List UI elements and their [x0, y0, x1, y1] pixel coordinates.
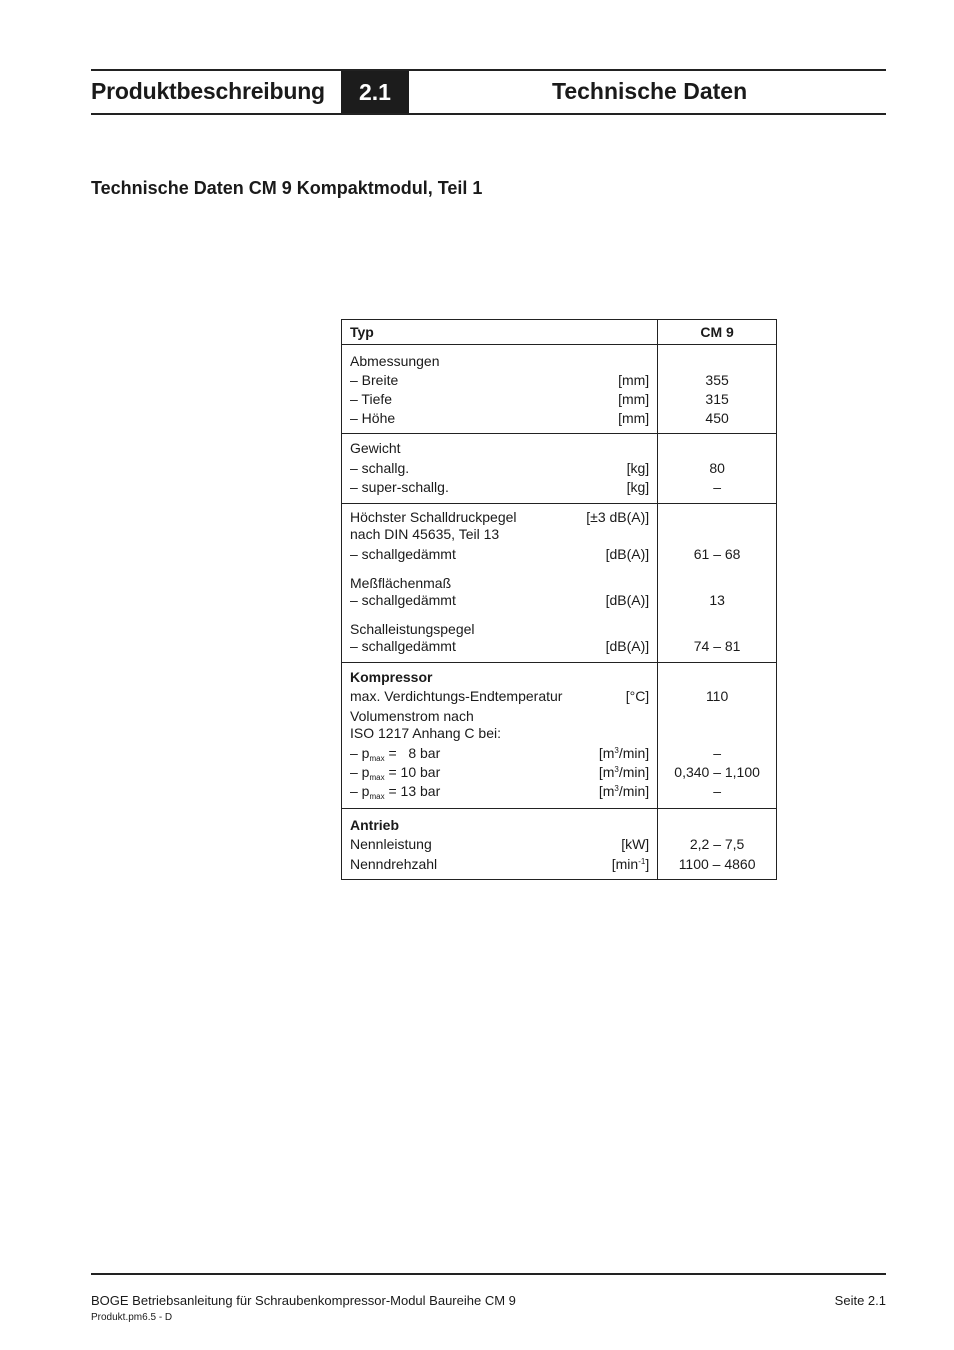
table-row-antrieb [342, 809, 777, 880]
row-value: 355 [705, 372, 729, 388]
row-unit: [dB(A)] [605, 592, 650, 608]
row-value: 450 [705, 410, 729, 426]
row-heading: Gewicht [350, 440, 401, 456]
row-unit: $[m^3/\min]$ [598, 764, 650, 780]
col-model-label: CM 9 [700, 324, 734, 340]
footer-document-title: BOGE Betriebsanleitung für Schraubenkompressor-Modul Baureihe CM 9 [91, 1293, 516, 1308]
row-label: – $p_{max} = 13$ bar [350, 783, 441, 801]
footer-file-name: Produkt.pm6.5 - D [91, 1312, 173, 1323]
row-label: Nennleistung [350, 836, 432, 852]
row-unit: [±3 dB(A)] [586, 509, 650, 525]
row-value: 13 [709, 592, 725, 608]
footer-page-number: Seite 2.1 [834, 1293, 886, 1308]
row-label: – schallgedämmt [350, 592, 456, 608]
row-unit: [mm] [618, 372, 650, 388]
row-heading: nach DIN 45635, Teil 13 [350, 526, 500, 542]
row-unit: [mm] [618, 391, 650, 407]
header-rule-top [91, 69, 886, 71]
row-heading: Meßflächenmaß [350, 575, 452, 591]
row-unit: [°C] [625, 688, 650, 704]
row-value: 80 [709, 460, 725, 476]
section-number-badge: 2.1 [341, 71, 409, 113]
row-label: – schallgedämmt [350, 546, 456, 562]
row-label: – Tiefe [350, 391, 393, 407]
row-value: 61 – 68 [693, 546, 741, 562]
chapter-title: Produktbeschreibung [91, 78, 325, 104]
row-unit: $[m^3/\min]$ [598, 745, 650, 761]
row-label: – $p_{max} = 10$ bar [350, 764, 441, 782]
page-title: Technische Daten CM 9 Kompaktmodul, Teil 1 [91, 178, 483, 198]
table-header-row [342, 320, 777, 345]
row-value: – [713, 745, 721, 761]
row-label: – super-schallg. [350, 479, 449, 495]
footer-rule [91, 1273, 886, 1275]
header-rule-bottom [91, 113, 886, 115]
row-value: – [713, 783, 721, 799]
row-value: 2,2 – 7,5 [689, 836, 745, 852]
row-unit: [mm] [618, 410, 650, 426]
row-value: 110 [705, 688, 729, 704]
row-unit: [kg] [626, 460, 650, 476]
row-unit: [dB(A)] [605, 546, 650, 562]
row-heading: Antrieb [350, 817, 399, 833]
row-label: – schallgedämmt [350, 638, 456, 654]
row-value: – [713, 479, 721, 495]
row-unit: [kW] [621, 836, 650, 852]
row-heading: Kompressor [350, 669, 433, 685]
row-value: 315 [705, 391, 729, 407]
row-label: – Breite [350, 372, 399, 388]
row-heading: Abmessungen [350, 353, 440, 369]
col-type-label: Typ [350, 324, 374, 340]
row-label: ISO 1217 Anhang C bei: [350, 725, 501, 741]
row-label: Nenndrehzahl [350, 856, 438, 872]
table-row-kompressor [342, 663, 777, 809]
row-heading: Höchster Schalldruckpegel [350, 509, 517, 525]
row-value: 1100 – 4860 [678, 856, 756, 872]
row-value: 74 – 81 [693, 638, 741, 654]
technical-data-table [341, 319, 777, 880]
row-label: Volumenstrom nach [350, 708, 474, 724]
section-heading: Technische Daten [552, 78, 748, 104]
row-heading: Schalleistungspegel [350, 621, 475, 637]
row-label: – schallg. [350, 460, 410, 476]
table-row-gewicht [342, 434, 777, 504]
row-label: max. Verdichtungs-Endtemperatur [350, 688, 563, 704]
table-row-abmessungen [342, 345, 777, 434]
row-label: – $p_{max} = 8$ bar [350, 745, 441, 763]
row-unit: $[m^3/\min]$ [598, 783, 650, 799]
row-unit: [dB(A)] [605, 638, 650, 654]
row-unit: $[\min^{-1}]$ [611, 856, 650, 872]
row-label: – Höhe [350, 410, 396, 426]
row-unit: [kg] [626, 479, 650, 495]
table-row-schall [342, 504, 777, 663]
row-value: 0,340 – 1,100 [674, 764, 760, 780]
